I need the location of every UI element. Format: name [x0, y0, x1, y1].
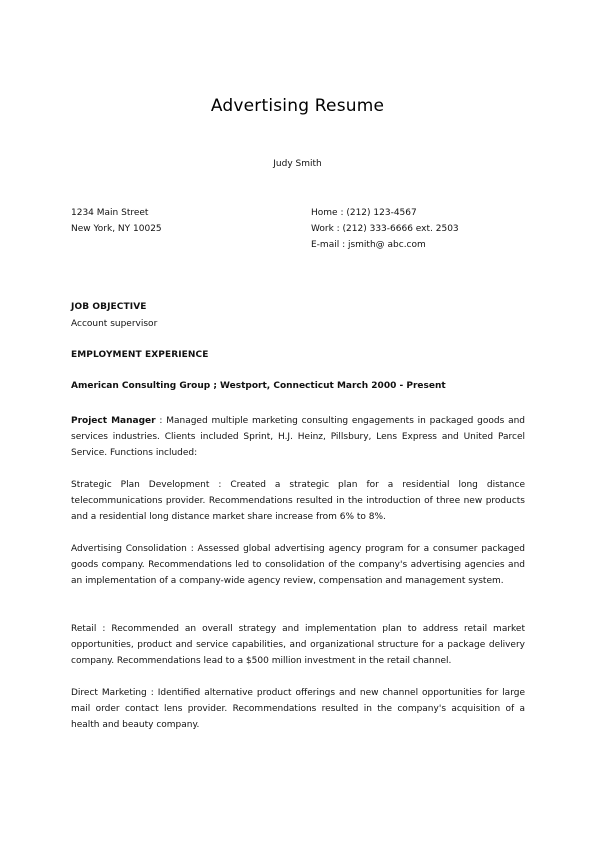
- email-address: E-mail : jsmith@ abc.com: [311, 240, 426, 250]
- address-line-1: 1234 Main Street: [71, 208, 149, 218]
- experience-item: Advertising Consolidation : Assessed global advertising agency program for a consumer packaged goods company. Recommendations led to consolidation of the company's advertising agencies and an implementation of a company-wide agency review, compensation and management system.: [71, 544, 525, 586]
- address-line-2: New York, NY 10025: [71, 224, 162, 234]
- candidate-name: Judy Smith: [273, 159, 322, 169]
- work-phone: Work : (212) 333-6666 ext. 2503: [311, 224, 459, 234]
- address-block: [71, 205, 162, 237]
- role-paragraph: [71, 413, 525, 461]
- company-line: American Consulting Group ; Westport, Connecticut March 2000 - Present: [71, 381, 446, 391]
- experience-item: Retail : Recommended an overall strategy and implementation plan to address retail market opportunities, product and service capabilities, and organizational structure for a package delivery company. Recommendations lead to a $500 million investment in the retail channel.: [71, 624, 525, 666]
- experience-item: Direct Marketing : Identified alternative product offerings and new channel opportunities for large mail order contact lens provider. Recommendations resulted in the company's acquisition of a health and beauty company.: [71, 688, 525, 730]
- home-phone: Home : (212) 123-4567: [311, 208, 417, 218]
- document-title: Advertising Resume: [210, 96, 385, 116]
- objective-text: Account supervisor: [71, 319, 158, 329]
- role-title: Project Manager: [71, 416, 156, 426]
- objective-heading: JOB OBJECTIVE: [71, 302, 147, 312]
- role-description: : Managed multiple marketing consulting engagements in packaged goods and services industries. Clients included Sprint, H.J. Heinz, Pillsbury, Lens Express and United Parcel Service. Functions included:: [71, 416, 525, 458]
- contact-block: [311, 205, 459, 253]
- experience-item: Strategic Plan Development : Created a strategic plan for a residential long distance telecommunications provider. Recommendations resulted in the introduction of three new products and a residential long distance market share increase from 6% to 8%.: [71, 480, 525, 522]
- experience-heading: EMPLOYMENT EXPERIENCE: [71, 350, 209, 360]
